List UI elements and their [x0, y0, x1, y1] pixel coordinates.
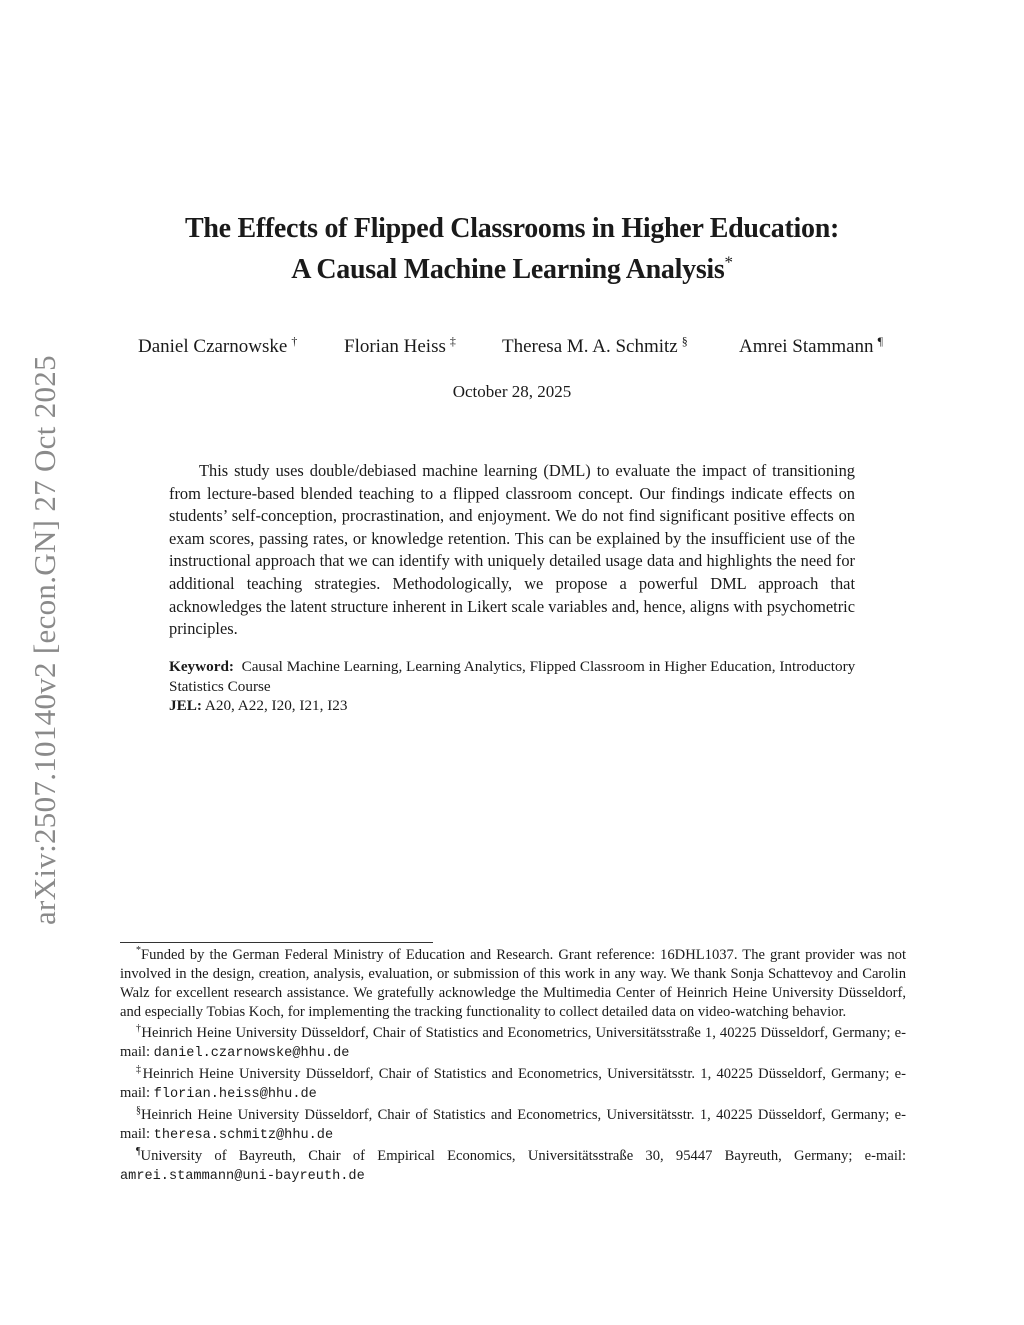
footnote-czarnowske	[120, 1024, 906, 1063]
author-list	[120, 333, 904, 362]
arxiv-side-stamp: arXiv:2507.10140v2 [econ.GN] 27 Oct 2025	[27, 355, 62, 925]
title-line-2	[120, 249, 904, 290]
footnote-schmitz	[120, 1106, 906, 1145]
footnote-text: University of Bayreuth, Chair of Empirical Economics, Universitätsstraße 30, 95447 Bayreuth, Germany; e-mail:	[140, 1148, 906, 1164]
paper-date: October 28, 2025	[452, 382, 572, 401]
jel-label: JEL:	[169, 697, 202, 714]
footnotes	[120, 946, 906, 1188]
email-link[interactable]: theresa.schmitz@hhu.de	[153, 1128, 334, 1143]
footnote-text: Heinrich Heine University Düsseldorf, Chair of Statistics and Econometrics, Universitätsstr. 1, 40225 Düsseldorf, Germany; e-mail:	[120, 1107, 906, 1142]
keyword-text: Causal Machine Learning, Learning Analytics, Flipped Classroom in Higher Education, Introductory Statistics Course	[169, 658, 856, 695]
keyword-line	[169, 657, 859, 696]
author-heiss	[344, 333, 456, 358]
email-link[interactable]: amrei.stammann@uni-bayreuth.de	[120, 1169, 365, 1184]
footnote-mark: †	[136, 1023, 142, 1035]
author-czarnowske	[138, 333, 298, 358]
footnote-text: Heinrich Heine University Düsseldorf, Chair of Statistics and Econometrics, Universitätsstr. 1, 40225 Düsseldorf, Germany; e-mail:	[120, 1066, 907, 1101]
footnote-funding	[120, 946, 906, 1022]
footnote-mark: ¶	[136, 1146, 141, 1158]
jel-text: A20, A22, I20, I21, I23	[204, 697, 348, 714]
abstract: This study uses double/debiased machine learning (DML) to evaluate the impact of transitioning from lecture-based blended teaching to a flipped classroom concept. Our findings indicate effects on students’ self-conception, procrastination, and enjoyment. We do not find significant positive effects on exam scores, passing rates, or knowledge retention. This can be explained by the insufficient use of the instructional approach that we can identify with uniquely detailed usage data and highlights the need for additional teaching strategies. Methodologically, we propose a powerful DML approach that acknowledges the latent structure inherent in Likert scale variables and, hence, aligns with psychometric principles.	[169, 461, 855, 639]
author-name: Theresa M. A. Schmitz	[502, 336, 678, 357]
author-name: Daniel Czarnowske	[138, 336, 288, 357]
author-mark: ¶	[877, 333, 883, 348]
footnote-mark: ‡	[136, 1064, 143, 1076]
footnote-text: Funded by the German Federal Ministry of Education and Research. Grant reference: 16DHL1037. The grant provider was not involved in the design, creation, analysis, evaluation, or submission of this work in any way. We thank Sonja Schattevoy and Carolin Walz for excellent research assistance. We gratefully acknowledge the Multimedia Center of Heinrich Heine University Düsseldorf, and especially Tobias Koch, for implementing the tracking functionality to collect detailed data on video-watching behavior.	[120, 947, 906, 1020]
email-link[interactable]: daniel.czarnowske@hhu.de	[153, 1046, 350, 1061]
keyword-label: Keyword:	[169, 658, 234, 675]
paper-title	[120, 208, 904, 290]
footnote-mark: §	[136, 1105, 141, 1117]
author-name: Amrei Stammann	[739, 336, 874, 357]
title-line-2-text: A Causal Machine Learning Analysis	[291, 254, 725, 285]
title-footnote-mark: *	[724, 252, 733, 272]
author-name: Florian Heiss	[344, 336, 446, 357]
author-mark: §	[681, 333, 688, 348]
jel-line	[169, 696, 859, 716]
footnote-rule	[120, 942, 433, 943]
footnote-mark: *	[136, 945, 141, 957]
author-stammann	[739, 333, 883, 358]
author-schmitz	[502, 333, 688, 358]
footnote-heiss	[120, 1065, 906, 1104]
footnote-text: Heinrich Heine University Düsseldorf, Chair of Statistics and Econometrics, Universitätsstraße 1, 40225 Düsseldorf, Germany; e-mail:	[120, 1025, 906, 1060]
title-line-1: The Effects of Flipped Classrooms in Higher Education:	[184, 213, 840, 244]
email-link[interactable]: florian.heiss@hhu.de	[153, 1087, 317, 1102]
keywords-block	[169, 657, 859, 716]
author-mark: ‡	[449, 333, 456, 348]
author-mark: †	[291, 333, 298, 348]
footnote-stammann	[120, 1147, 906, 1186]
